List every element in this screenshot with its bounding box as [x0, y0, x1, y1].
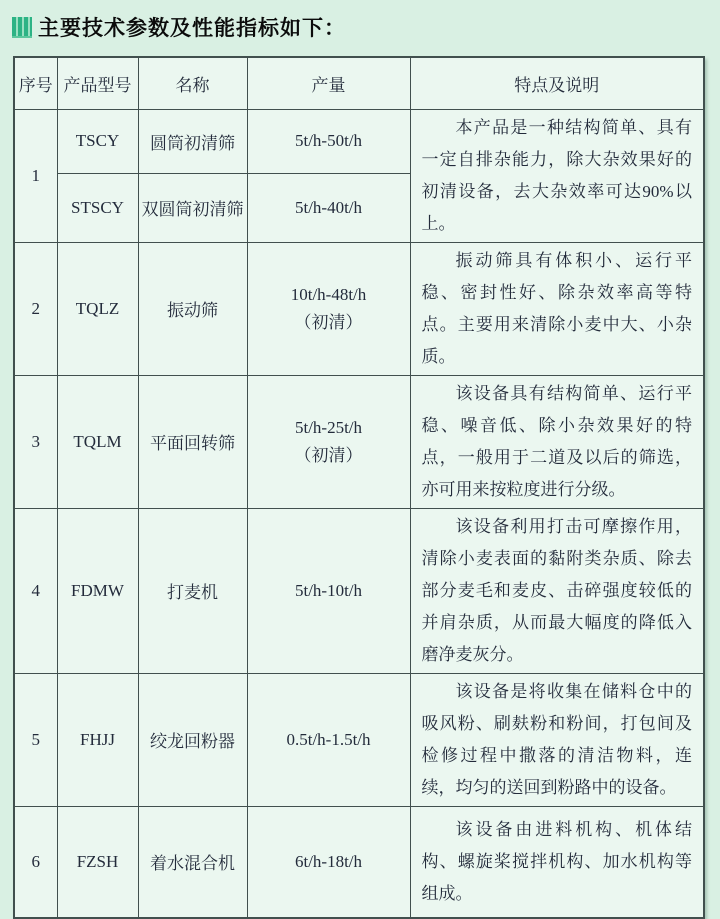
description-text-1: 本产品是一种结构简单、具有一定自排杂能力，除大杂效果好的初清设备，去大杂效率可达90%以上。 [421, 117, 692, 233]
table-row-1a [14, 109, 704, 174]
cell-name-fdmw: 打麦机 [138, 508, 247, 673]
cell-no-6: 6 [14, 806, 57, 918]
cell-description-6 [410, 806, 704, 918]
cell-output-stscy: 5t/h-40t/h [247, 174, 410, 242]
col-header-output: 产量 [247, 57, 410, 109]
description-text-4: 该设备利用打击可摩擦作用，清除小麦表面的黏附类杂质、除去部分麦毛和麦皮、击碎强度较低的并肩杂质，从而最大幅度的降低入磨净麦灰分。 [421, 516, 692, 664]
cell-name-tqlz: 振动筛 [138, 242, 247, 375]
cell-name-fzsh: 着水混合机 [138, 806, 247, 918]
cell-output-tqlz [247, 242, 410, 375]
cell-output-tqlm [247, 375, 410, 508]
output-note: （初清） [294, 445, 363, 465]
cell-output-fhjj: 0.5t/h-1.5t/h [247, 673, 410, 806]
cell-no-1: 1 [14, 109, 57, 242]
product-spec-table [13, 56, 705, 919]
cell-model-tqlz: TQLZ [57, 242, 138, 375]
cell-no-2: 2 [14, 242, 57, 375]
cell-model-fdmw: FDMW [57, 508, 138, 673]
description-text-6: 该设备由进料机构、机体结构、螺旋桨搅拌机构、加水机构等组成。 [421, 819, 692, 903]
col-header-features: 特点及说明 [410, 57, 704, 109]
cell-name-stscy: 双圆筒初清筛 [138, 174, 247, 242]
output-value: 5t/h-25t/h [294, 417, 363, 437]
table-row-2 [14, 242, 704, 375]
description-text-5: 该设备是将收集在储料仓中的吸风粉、刷麸粉和粉间，打包间及检修过程中撒落的清洁物料，连续，均匀的送回到粉路中的设备。 [421, 681, 692, 797]
cell-model-stscy: STSCY [57, 174, 138, 242]
cell-description-3 [410, 375, 704, 508]
cell-name-tqlm: 平面回转筛 [138, 375, 247, 508]
cell-output-tscy: 5t/h-50t/h [247, 109, 410, 174]
cell-model-tscy: TSCY [57, 109, 138, 174]
cell-no-4: 4 [14, 508, 57, 673]
col-header-model: 产品型号 [57, 57, 138, 109]
description-text-2: 振动筛具有体积小、运行平稳、密封性好、除杂效率高等特点。主要用来清除小麦中大、小杂质。 [421, 250, 692, 366]
page-title: 主要技术参数及性能指标如下： [38, 17, 346, 40]
description-text-3: 该设备具有结构简单、运行平稳、噪音低、除小杂效果好的特点，一般用于二道及以后的筛选，亦可用来按粒度进行分级。 [421, 383, 692, 499]
table-row-3 [14, 375, 704, 508]
cell-model-fhjj: FHJJ [57, 673, 138, 806]
table-row-5 [14, 673, 704, 806]
cell-name-fhjj: 绞龙回粉器 [138, 673, 247, 806]
col-header-no: 序号 [14, 57, 57, 109]
output-note: （初清） [294, 312, 363, 332]
cell-description-5 [410, 673, 704, 806]
cell-description-2 [410, 242, 704, 375]
cell-no-5: 5 [14, 673, 57, 806]
cell-output-fzsh: 6t/h-18t/h [247, 806, 410, 918]
cell-description-1 [410, 109, 704, 242]
cell-no-3: 3 [14, 375, 57, 508]
output-value: 10t/h-48t/h [290, 284, 367, 304]
cell-model-fzsh: FZSH [57, 806, 138, 918]
cell-model-tqlm: TQLM [57, 375, 138, 508]
cell-output-fdmw: 5t/h-10t/h [247, 508, 410, 673]
cell-name-tscy: 圆筒初清筛 [138, 109, 247, 174]
table-row-6 [14, 806, 704, 918]
table-header-row [14, 57, 704, 109]
table-row-4 [14, 508, 704, 673]
green-bars-icon [12, 17, 32, 38]
page-header [0, 0, 720, 43]
cell-description-4 [410, 508, 704, 673]
col-header-name: 名称 [138, 57, 247, 109]
